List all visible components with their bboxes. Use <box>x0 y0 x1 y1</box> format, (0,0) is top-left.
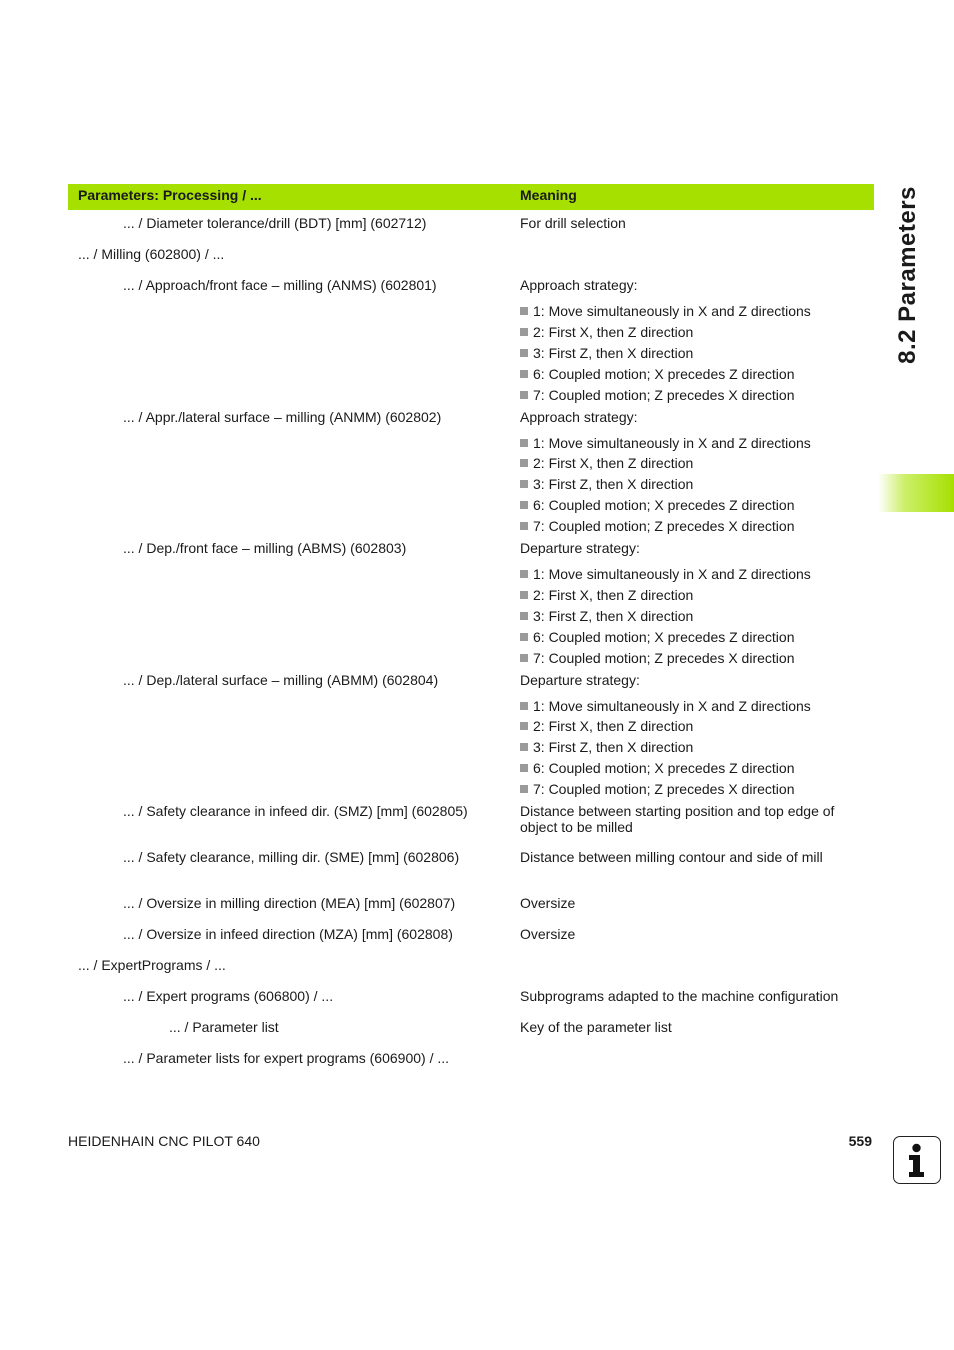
square-bullet-icon <box>520 391 528 399</box>
bullet-text: 3: First Z, then X direction <box>533 607 694 624</box>
param-meaning: Distance between milling contour and side of mill <box>520 849 823 865</box>
bullet-text: 1: Move simultaneously in X and Z directions <box>533 697 811 714</box>
chapter-title <box>878 180 938 370</box>
meaning-bullet-item <box>520 781 794 798</box>
param-meaning: Approach strategy: <box>520 277 638 293</box>
square-bullet-icon <box>520 654 528 662</box>
param-name: ... / Dep./front face – milling (ABMS) (602803) <box>123 540 407 556</box>
square-bullet-icon <box>520 328 528 336</box>
info-icon <box>893 1136 941 1184</box>
param-name: ... / Parameter list <box>169 1019 279 1035</box>
param-meaning: Key of the parameter list <box>520 1019 672 1035</box>
square-bullet-icon <box>520 370 528 378</box>
bullet-text: 1: Move simultaneously in X and Z directions <box>533 434 811 451</box>
meaning-bullet-item <box>520 739 693 756</box>
bullet-text: 3: First Z, then X direction <box>533 344 694 361</box>
meaning-bullet-item <box>520 650 794 667</box>
square-bullet-icon <box>520 702 528 710</box>
square-bullet-icon <box>520 480 528 488</box>
bullet-text: 2: First X, then Z direction <box>533 586 694 603</box>
meaning-bullet-item <box>520 587 693 604</box>
bullet-text: 1: Move simultaneously in X and Z directions <box>533 566 811 582</box>
bullet-text: 7: Coupled motion; Z precedes X direction <box>533 386 795 403</box>
square-bullet-icon <box>520 501 528 509</box>
meaning-bullet-item <box>520 345 693 362</box>
square-bullet-icon <box>520 591 528 599</box>
param-name: ... / Oversize in milling direction (MEA) [mm] (602807) <box>123 895 456 911</box>
meaning-bullet-item <box>520 608 693 625</box>
meaning-bullet-item <box>520 698 811 715</box>
param-meaning: Oversize <box>520 895 576 911</box>
param-name: ... / Approach/front face – milling (ANMS) (602801) <box>123 277 437 293</box>
param-name: ... / Parameter lists for expert programs (606900) / ... <box>123 1050 450 1066</box>
bullet-text: 2: First X, then Z direction <box>533 718 694 735</box>
param-name: ... / Milling (602800) / ... <box>78 246 225 262</box>
bullet-text: 6: Coupled motion; X precedes Z direction <box>533 365 795 382</box>
square-bullet-icon <box>520 764 528 772</box>
param-name: ... / Appr./lateral surface – milling (ANMM) (602802) <box>123 408 442 425</box>
square-bullet-icon <box>520 522 528 530</box>
meaning-bullet-item <box>520 303 811 320</box>
meaning-bullet-item <box>520 387 794 404</box>
meaning-bullet-item <box>520 629 794 646</box>
square-bullet-icon <box>520 612 528 620</box>
info-glyph <box>894 1137 939 1182</box>
meaning-bullet-item <box>520 435 811 452</box>
param-meaning: Departure strategy: <box>520 540 640 556</box>
param-name: ... / Oversize in infeed direction (MZA) [mm] (602808) <box>123 926 453 942</box>
meaning-bullet-item <box>520 518 794 535</box>
meaning-bullet-item <box>520 366 794 383</box>
square-bullet-icon <box>520 633 528 641</box>
meaning-bullet-item <box>520 566 811 583</box>
square-bullet-icon <box>520 459 528 467</box>
param-name: ... / Safety clearance in infeed dir. (SMZ) [mm] (602805) <box>123 803 468 819</box>
header-meaning: Meaning <box>520 187 577 203</box>
bullet-text: 2: First X, then Z direction <box>533 323 694 340</box>
param-meaning: Oversize <box>520 926 576 942</box>
param-name: ... / Safety clearance, milling dir. (SME) [mm] (602806) <box>123 849 460 865</box>
param-name: ... / ExpertPrograms / ... <box>78 957 226 973</box>
footer-product: HEIDENHAIN CNC PILOT 640 <box>68 1133 260 1149</box>
param-meaning: Subprograms adapted to the machine configuration <box>520 988 839 1004</box>
param-meaning: Departure strategy: <box>520 671 640 688</box>
meaning-bullet-item <box>520 760 794 777</box>
bullet-text: 6: Coupled motion; X precedes Z direction <box>533 628 795 645</box>
header-parameters: Parameters: Processing / ... <box>78 187 262 203</box>
bullet-text: 7: Coupled motion; Z precedes X direction <box>533 518 795 535</box>
meaning-bullet-item <box>520 455 693 472</box>
param-name: ... / Diameter tolerance/drill (BDT) [mm] (602712) <box>123 215 427 231</box>
bullet-text: 7: Coupled motion; Z precedes X direction <box>533 649 795 666</box>
meaning-bullet-item <box>520 497 794 514</box>
meaning-bullet-item <box>520 324 693 341</box>
square-bullet-icon <box>520 307 528 315</box>
meaning-bullet-item <box>520 718 693 735</box>
square-bullet-icon <box>520 570 528 578</box>
chapter-title-text: 8.2 Parameters <box>894 186 921 364</box>
square-bullet-icon <box>520 439 528 447</box>
param-name: ... / Expert programs (606800) / ... <box>123 988 334 1004</box>
square-bullet-icon <box>520 785 528 793</box>
square-bullet-icon <box>520 743 528 751</box>
bullet-text: 6: Coupled motion; X precedes Z direction <box>533 760 795 777</box>
param-name: ... / Dep./lateral surface – milling (ABMM) (602804) <box>123 671 439 688</box>
param-meaning: For drill selection <box>520 215 626 231</box>
chapter-tab <box>878 474 954 512</box>
param-meaning: Distance between starting position and top edge of object to be milled <box>520 803 835 835</box>
page-number: 559 <box>848 1133 872 1149</box>
bullet-text: 2: First X, then Z direction <box>533 455 694 472</box>
bullet-text: 3: First Z, then X direction <box>533 476 694 493</box>
meaning-bullet-item <box>520 476 693 493</box>
square-bullet-icon <box>520 349 528 357</box>
bullet-text: 3: First Z, then X direction <box>533 739 694 756</box>
bullet-text: 7: Coupled motion; Z precedes X direction <box>533 781 795 798</box>
param-meaning: Approach strategy: <box>520 408 638 425</box>
bullet-text: 1: Move simultaneously in X and Z directions <box>533 303 811 319</box>
bullet-text: 6: Coupled motion; X precedes Z direction <box>533 497 795 514</box>
square-bullet-icon <box>520 722 528 730</box>
